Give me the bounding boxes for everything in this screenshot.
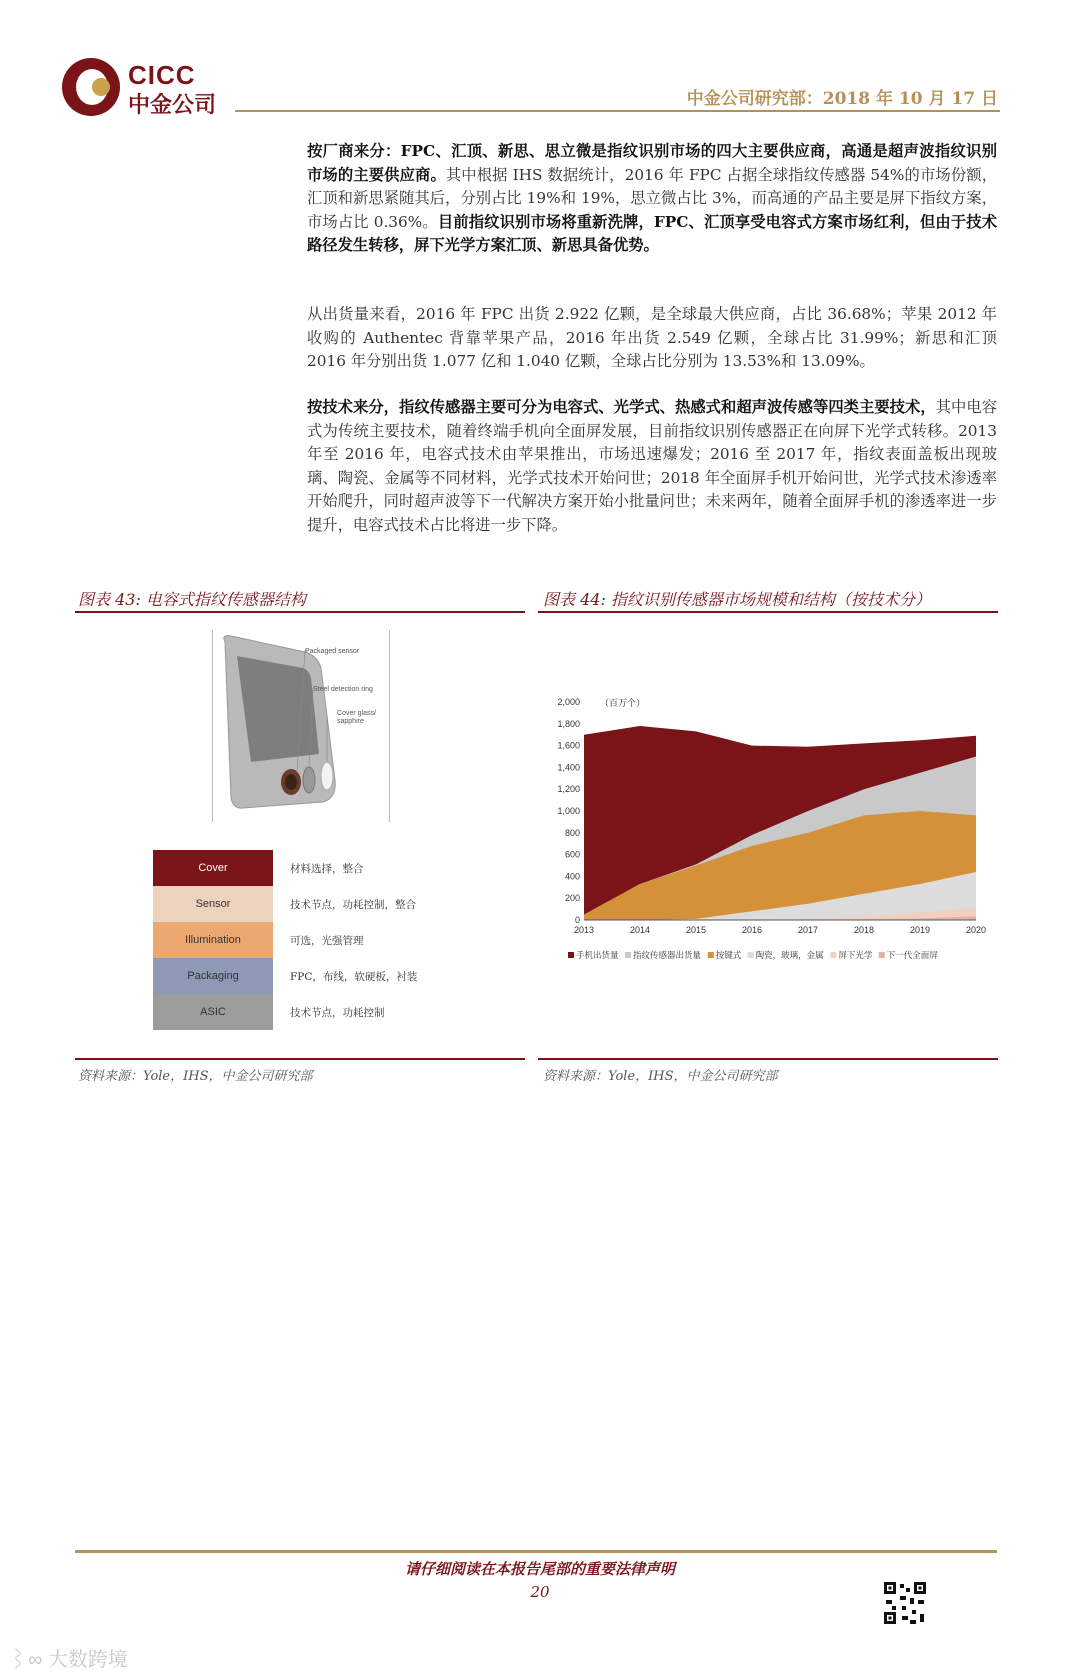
y-tick-label: 800 [564, 827, 580, 838]
footer-divider [75, 1550, 997, 1553]
legend-label-1: 指纹传感器出货量 [633, 951, 702, 961]
x-tick-label: 2017 [797, 925, 819, 935]
legend-swatch-0 [568, 952, 574, 958]
y-tick-label: 1,800 [557, 718, 580, 729]
label-cover-glass: Cover glass/ sapphire [337, 710, 376, 725]
figure-44-top-rule [538, 611, 998, 613]
y-tick-label: 1,600 [557, 740, 580, 751]
figure-44-caption: 图表 44: 指纹识别传感器市场规模和结构（按技术分） [543, 590, 931, 609]
legend-swatch-5 [879, 952, 885, 958]
paragraph-vendors: 按厂商来分：FPC、汇顶、新思、思立微是指纹识别市场的四大主要供应商，高通是超声波指纹识别市场的主要供应商。其中根据 IHS 数据统计，2016 年 FPC 占据全球指纹传感器 54%的市场份额，汇顶和新思紧随其后，分别占比 19%和 19%，思立微占比 3%，而高通的产品主要是屏下指纹方案，市场占比 0.36%。目前指纹识别市场将重新洗牌，FPC、汇顶享受电容式方案市场红利，但由于技术路径发生转移，屏下光学方案汇顶、新思具备优势。 [307, 142, 997, 254]
y-tick-label: 0 [574, 915, 580, 925]
legend-label-0: 手机出货量 [576, 951, 619, 961]
y-tick-label: 1,200 [557, 784, 580, 795]
y-tick-label: 200 [564, 893, 580, 904]
phone-sensor-diagram [212, 630, 390, 822]
paragraph-technology: 按技术来分，指纹传感器主要可分为电容式、光学式、热感式和超声波传感等四类主要技术，其中电容式为传统主要技术，随着终端手机向全面屏发展，目前指纹识别传感器正在向屏下光学式转移。2013 年至 2016 年，电容式技术由苹果推出，市场迅速爆发；2016 至 2017 年，指纹表面盖板出现玻璃、陶瓷、金属等不同材料，光学式技术开始问世；2018 年全面屏手机开始问世，光学式技术渗透率开始爬升，同时超声波等下一代解决方案开始小批量问世；未来两年，随着全面屏手机的渗透率进一步提升，电容式技术占比将进一步下降。 [307, 398, 997, 534]
x-tick-label: 2015 [685, 925, 707, 935]
legend-swatch-4 [830, 952, 836, 958]
layer-illumination: Illumination [153, 922, 273, 958]
layer-sensor-desc: 技术节点，功耗控制，整合 [290, 899, 416, 911]
legend-label-3: 陶瓷，玻璃，金属 [755, 951, 824, 961]
figure-44-bottom-rule [538, 1058, 998, 1060]
x-tick-label: 2013 [573, 925, 595, 935]
cicc-logo [62, 58, 222, 120]
figure-43-caption: 图表 43: 电容式指纹传感器结构 [78, 590, 306, 609]
report-header-title: 中金公司研究部：2018 年 10 月 17 日 [686, 89, 998, 109]
layer-packaging-desc: FPC，布线，软硬板，衬装 [290, 971, 418, 983]
x-tick-label: 2018 [853, 925, 875, 935]
y-tick-label: 1,400 [557, 762, 580, 773]
legend-swatch-1 [625, 952, 631, 958]
page-number: 20 [530, 1583, 550, 1601]
phone-illustration-icon [213, 630, 389, 822]
layer-cover: Cover [153, 850, 273, 886]
qr-code-icon [882, 1580, 928, 1626]
x-tick-label: 2020 [965, 925, 987, 935]
paragraph-shipments: 从出货量来看，2016 年 FPC 出货 2.922 亿颗，是全球最大供应商，占比 36.68%；苹果 2012 年收购的 Authentec 背靠苹果产品，2016 年出货 2.549 亿颗，全球占比 31.99%；新思和汇顶 2016 年分别出货 1.077 亿和 1.040 亿颗，全球占比分别为 13.53%和 13.09%。 [307, 305, 997, 370]
x-tick-label: 2014 [629, 925, 651, 935]
figure-43-source: 资料来源：Yole，IHS，中金公司研究部 [78, 1069, 313, 1084]
legal-notice: 请仔细阅读在本报告尾部的重要法律声明 [404, 1560, 675, 1578]
layer-illumination-desc: 可选，光强管理 [290, 935, 364, 947]
header-divider [235, 110, 1000, 112]
logo-text-cn: 中金公司 [128, 92, 217, 117]
legend-swatch-2 [708, 952, 714, 958]
figure-43-bottom-rule [75, 1058, 525, 1060]
legend-label-2: 按键式 [715, 951, 742, 961]
legend-label-5: 下一代全面屏 [886, 951, 938, 961]
legend-label-4: 屏下光学 [838, 951, 873, 961]
layer-cover-desc: 材料选择，整合 [290, 863, 364, 875]
y-tick-label: 2,000 [557, 697, 580, 707]
layer-sensor: Sensor [153, 886, 273, 922]
logo-text-en: CICC [128, 60, 196, 90]
y-tick-label: 400 [564, 871, 580, 882]
chart-unit-label: （百万个） [600, 699, 646, 709]
figure-44-source: 资料来源：Yole，IHS，中金公司研究部 [543, 1069, 778, 1084]
x-tick-label: 2016 [741, 925, 763, 935]
y-tick-label: 600 [564, 849, 580, 860]
label-steel-ring: Steel detection ring [313, 686, 373, 693]
x-tick-label: 2019 [909, 925, 931, 935]
layer-packaging: Packaging [153, 958, 273, 994]
legend-swatch-3 [748, 952, 754, 958]
fingerprint-market-area-chart [538, 680, 998, 990]
layer-asic-desc: 技术节点，功耗控制 [290, 1007, 385, 1019]
figure-43-top-rule [75, 611, 525, 613]
y-tick-label: 1,000 [557, 806, 580, 816]
watermark: ⌇∞ 大数跨境 [8, 1649, 128, 1671]
layer-asic: ASIC [153, 994, 273, 1030]
label-packaged-sensor: Packaged sensor [305, 648, 360, 655]
